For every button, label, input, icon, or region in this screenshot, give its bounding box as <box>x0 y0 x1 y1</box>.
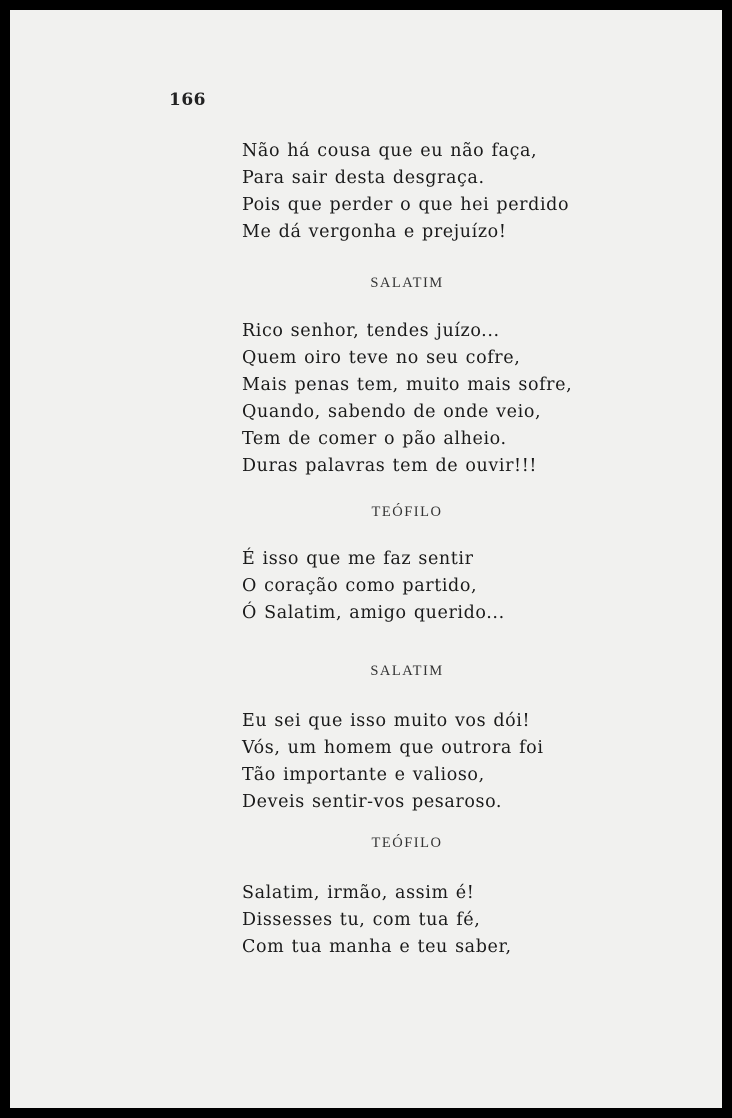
verse-line: Quem oiro teve no seu cofre, <box>242 348 521 368</box>
verse-line: Para sair desta desgraça. <box>242 168 485 188</box>
speaker-heading: SALATIM <box>370 275 444 291</box>
verse-line: Deveis sentir-vos pesaroso. <box>242 792 503 812</box>
verse-line: Pois que perder o que hei perdido <box>242 195 570 215</box>
verse-line: Salatim, irmão, assim é! <box>242 883 475 903</box>
stanza-2 <box>242 318 572 480</box>
verse-line: Não há cousa que eu não faça, <box>242 141 538 161</box>
speaker-heading: TEÓFILO <box>371 504 443 520</box>
verse-line: Com tua manha e teu saber, <box>242 937 512 957</box>
verse-line: Ó Salatim, amigo querido... <box>242 603 505 623</box>
verse-line: Duras palavras tem de ouvir!!! <box>242 456 537 476</box>
page-number: 166 <box>169 90 206 110</box>
verse-line: Tão importante e valioso, <box>242 765 485 785</box>
stanza-5 <box>242 880 512 961</box>
verse-line: Eu sei que isso muito vos dói! <box>242 711 531 731</box>
speaker-heading: SALATIM <box>370 663 444 679</box>
verse-line: Dissesses tu, com tua fé, <box>242 910 481 930</box>
speaker-heading: TEÓFILO <box>371 835 443 851</box>
book-page <box>10 10 722 1108</box>
verse-line: Mais penas tem, muito mais sofre, <box>242 375 573 395</box>
verse-line: Quando, sabendo de onde veio, <box>242 402 542 422</box>
verse-line: Rico senhor, tendes juízo... <box>242 321 500 341</box>
verse-line: É isso que me faz sentir <box>242 549 474 569</box>
stanza-3 <box>242 546 505 627</box>
stanza-4 <box>242 708 544 816</box>
verse-line: Me dá vergonha e prejuízo! <box>242 222 507 242</box>
verse-line: Vós, um homem que outrora foi <box>242 738 544 758</box>
stanza-1 <box>242 138 569 246</box>
verse-line: Tem de comer o pão alheio. <box>242 429 507 449</box>
verse-line: O coração como partido, <box>242 576 478 596</box>
